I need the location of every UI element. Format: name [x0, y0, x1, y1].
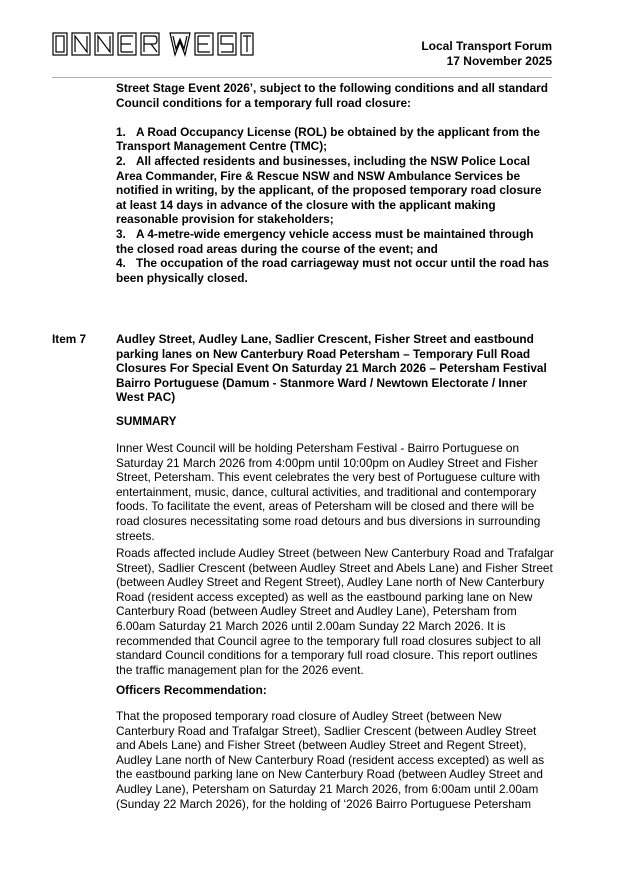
condition-text: The occupation of the road carriageway must not occur until the road has been physically closed. — [116, 256, 549, 285]
conditions-block — [116, 81, 554, 285]
condition-text: A Road Occupancy License (ROL) be obtained by the applicant from the Transport Management Centre (TMC); — [116, 124, 540, 154]
summary-heading: SUMMARY — [116, 414, 177, 428]
item-title: Audley Street, Audley Lane, Sadlier Crescent, Fisher Street and eastbound parking lanes on New Canterbury Road Petersham – Temporary Full Road Closures For Special Event On Saturday 21 March 2026 – Petersham Festival Bairro Portuguese (Damum - Stanmore Ward / Newtown Electorate / Inner West PAC) — [116, 332, 547, 405]
condition-text: A 4-metre-wide emergency vehicle access must be maintained through the closed road areas during the course of the event; and — [116, 226, 534, 256]
forum-name: Local Transport Forum — [421, 39, 552, 53]
item-label: Item 7 — [52, 332, 87, 346]
summary-paragraph-2: Roads affected include Audley Street (between New Canterbury Road and Trafalgar Street), Sadlier Crescent (between Audley Street and Abels Lane) and Fisher Street (between Audley Street and Regent Street), Audley Lane north of New Canterbury Road (resident access excepted) as well as the eastbound parking lane on New Canterbury Road (between Audley Street and Audley Lane), Petersham from 6.00am Saturday 21 March 2026 until 2.00am Sunday 22 March 2026. It is recommended that Council agree to the temporary full road closures subject to all standard Council conditions for a temporary full road closure. This report outlines the traffic management plan for the 2026 event. — [116, 546, 554, 677]
summary-paragraph-1: Inner West Council will be holding Petersham Festival - Bairro Portuguese on Saturday 21 March 2026 from 4:00pm until 10:00pm on Audley Street and Fisher Street, Petersham. This event celebrates the very best of Portuguese culture with entertainment, music, dance, cultural activities, and traditional and contemporary foods. To facilitate the event, areas of Petersham will be closed and there will be road closures necessitating some road detours and bus diversions in surrounding streets. — [116, 441, 541, 543]
document-header-info — [421, 39, 552, 69]
condition-3 — [116, 227, 554, 256]
recommendation-heading: Officers Recommendation: — [116, 683, 267, 697]
inner-west-logo — [52, 30, 254, 58]
header-divider — [52, 77, 552, 78]
conditions-intro: Street Stage Event 2026’, subject to the following conditions and all standard Council conditions for a temporary full road closure: — [116, 81, 548, 110]
condition-2 — [116, 154, 554, 227]
condition-4 — [116, 256, 554, 285]
recommendation-paragraph: That the proposed temporary road closure of Audley Street (between New Canterbury Road and Trafalgar Street), Sadlier Crescent (between Audley Street and Abels Lane) and Fisher Street (between Audley Street and Regent Street), Audley Lane north of New Canterbury Road (resident access excepted) as well as the eastbound parking lane on New Canterbury Road (between Audley Street and Audley Lane), Petersham on Saturday 21 March 2026, from 6:00am until 2.00am (Sunday 22 March 2026), for the holding of ‘2026 Bairro Portuguese Petersham — [116, 709, 545, 811]
meeting-date: 17 November 2025 — [446, 54, 552, 68]
condition-text: All affected residents and businesses, including the NSW Police Local Area Commander, Fire & Rescue NSW and NSW Ambulance Services be notified in writing, by the applicant, of the proposed temporary road closure at least 14 days in advance of the closure with the applicant making reasonable provision for stakeholders; — [116, 153, 542, 227]
condition-number: 2. — [116, 153, 126, 168]
condition-number: 4. — [116, 256, 126, 271]
condition-number: 1. — [116, 124, 126, 139]
condition-1 — [116, 125, 554, 154]
condition-number: 3. — [116, 226, 126, 241]
